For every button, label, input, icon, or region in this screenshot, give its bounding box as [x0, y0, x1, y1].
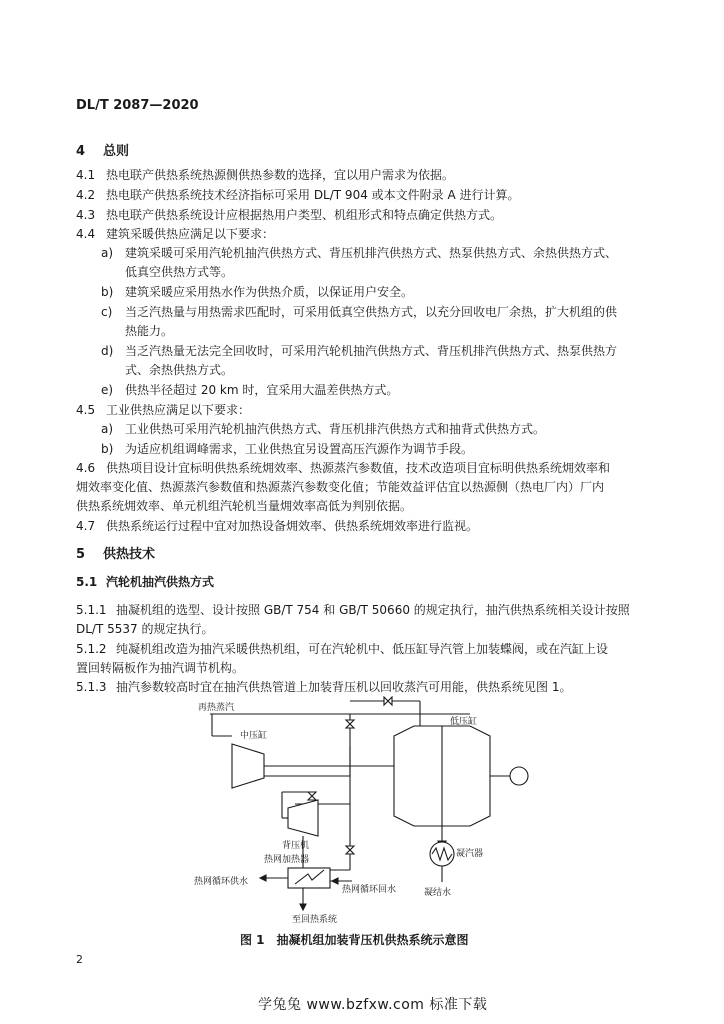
- list-item-d-cont: 式、余热供热方式。: [125, 363, 234, 377]
- clause-number: 4.1: [76, 168, 96, 182]
- clause-number: 5.1.1: [76, 603, 107, 617]
- clause-text: 纯凝机组改造为抽汽采暖供热机组，可在汽轮机中、低压缸导汽管上加装蝶阀，或在汽缸上设: [116, 642, 609, 656]
- lp-valve: [384, 697, 392, 705]
- list-label: c): [101, 305, 113, 319]
- list-label: b): [101, 442, 114, 456]
- clause-4-3: [76, 207, 502, 223]
- return-valve: [346, 846, 354, 854]
- list-label: b): [101, 285, 114, 299]
- list-item-a-cont: 低真空供热方式等。: [125, 265, 234, 279]
- clause-text: 热电联产供热系统设计应根据热用户类型、机组形式和特点确定供热方式。: [106, 208, 503, 222]
- clause-5-1-1: [76, 602, 630, 618]
- section-number: 4: [76, 144, 86, 159]
- clause-4-7: [76, 518, 478, 534]
- list-label: a): [101, 422, 114, 436]
- reheat-steam-label: 再热蒸汽: [198, 703, 235, 713]
- clause-4-2: [76, 187, 520, 203]
- clause-5-1-2: [76, 641, 608, 657]
- section-title: 总则: [103, 144, 130, 159]
- clause-4-5: [76, 402, 250, 418]
- condensate-label: 凝结水: [424, 888, 452, 898]
- clause-number: 5.1.3: [76, 680, 107, 694]
- clause-number: 4.4: [76, 227, 96, 241]
- list45-item-a: [101, 421, 545, 437]
- heating-system-diagram: [180, 696, 540, 924]
- list-item-a: [101, 245, 617, 261]
- list-item-d: [101, 343, 617, 359]
- section-title: 汽轮机抽汽供热方式: [106, 575, 215, 589]
- clause-text: 热电联产供热系统热源侧供热参数的选择，宜以用户需求为依据。: [106, 168, 455, 182]
- section-number: 5: [76, 547, 86, 562]
- list-item-c-cont: 热能力。: [125, 324, 174, 338]
- section-number: 5.1: [76, 575, 98, 589]
- figure-caption: 图 1 抽凝机组加装背压机供热系统示意图: [240, 933, 469, 947]
- lp-cylinder-label: 低压缸: [450, 717, 478, 727]
- list45-item-b: [101, 441, 473, 457]
- clause-4-6: [76, 460, 610, 476]
- list-text: 建筑采暖应采用热水作为供热介质，以保证用户安全。: [125, 285, 414, 299]
- clause-number: 4.5: [76, 403, 96, 417]
- list-text: 供热半径超过 20 km 时，宜采用大温差供热方式。: [125, 383, 399, 397]
- heat-network-heater: [288, 868, 330, 888]
- back-pressure-label: 背压机: [282, 841, 310, 851]
- page-number: 2: [76, 953, 83, 966]
- list-text: 当乏汽热量无法完全回收时，可采用汽轮机抽汽供热方式、背压机排汽供热方式、热泵供热方: [125, 344, 618, 358]
- subsection-5-1-heading: [76, 573, 214, 590]
- clause-5-1-3: [76, 679, 571, 695]
- back-pressure-turbine: [288, 800, 318, 836]
- document-code: DL/T 2087—2020: [76, 98, 199, 113]
- ip-cylinder: [232, 744, 264, 788]
- return-label: 热网循环回水: [342, 885, 397, 895]
- clause-text: 抽凝机组的选型、设计按照 GB/T 754 和 GB/T 50660 的规定执行，抽汽供热系统相关设计按照: [116, 603, 630, 617]
- bp-inlet-valve: [308, 792, 316, 800]
- list-item-c: [101, 304, 617, 320]
- generator: [510, 767, 528, 785]
- clause-4-6-line-2: 㶲效率变化值、热源蒸汽参数值和热源蒸汽参数变化值；节能效益评估宜以热源侧（热电厂内）厂内: [76, 480, 605, 494]
- list-text: 当乏汽热量与用热需求匹配时，可采用低真空供热方式，以充分回收电厂余热，扩大机组的供: [125, 305, 618, 319]
- clause-5-1-2-line-2: 置回转隔板作为抽汽调节机构。: [76, 661, 245, 675]
- extraction-valve: [346, 720, 354, 728]
- section-title: 供热技术: [103, 547, 156, 562]
- clause-text: 供热系统运行过程中宜对加热设备㶲效率、供热系统㶲效率进行监视。: [106, 519, 479, 533]
- clause-text: 工业供热应满足以下要求：: [106, 403, 251, 417]
- list-label: a): [101, 246, 114, 260]
- clause-number: 5.1.2: [76, 642, 107, 656]
- clause-text: 建筑采暖供热应满足以下要求：: [106, 227, 275, 241]
- section-4-heading: [76, 140, 129, 159]
- clause-number: 4.7: [76, 519, 96, 533]
- heater-label: 热网加热器: [264, 855, 310, 865]
- list-text: 工业供热可采用汽轮机抽汽供热方式、背压机排汽供热方式和抽背式供热方式。: [125, 422, 546, 436]
- list-label: e): [101, 383, 114, 397]
- clause-number: 4.3: [76, 208, 96, 222]
- list-label: d): [101, 344, 114, 358]
- list-item-b: [101, 284, 413, 300]
- ip-cylinder-label: 中压缸: [240, 731, 268, 741]
- list-item-e: [101, 382, 398, 398]
- clause-4-4: [76, 226, 274, 242]
- supply-label: 热网循环供水: [194, 877, 249, 887]
- clause-number: 4.6: [76, 461, 96, 475]
- list-text: 建筑采暖可采用汽轮机抽汽供热方式、背压机排汽供热方式、热泵供热方式、余热供热方式、: [125, 246, 618, 260]
- clause-4-6-line-3: 供热系统㶲效率、单元机组汽轮机当量㶲效率高低为判别依据。: [76, 499, 413, 513]
- section-5-heading: [76, 543, 155, 562]
- clause-5-1-1-line-2: DL/T 5537 的规定执行。: [76, 622, 214, 636]
- condenser-label: 凝汽器: [456, 849, 484, 859]
- clause-4-1: [76, 167, 454, 183]
- to-system-label: 至回热系统: [292, 915, 338, 924]
- clause-text: 供热项目设计宜标明供热系统㶲效率、热源蒸汽参数值，技术改造项目宜标明供热系统㶲效率和: [106, 461, 611, 475]
- list-text: 为适应机组调峰需求，工业供热宜另设置高压汽源作为调节手段。: [125, 442, 474, 456]
- watermark-footer: 学兔兔 www.bzfxw.com 标准下载: [258, 997, 488, 1013]
- clause-number: 4.2: [76, 188, 96, 202]
- clause-text: 热电联产供热系统技术经济指标可采用 DL/T 904 或本文件附录 A 进行计算。: [106, 188, 520, 202]
- clause-text: 抽汽参数较高时宜在抽汽供热管道上加装背压机以回收蒸汽可用能，供热系统见图 1。: [116, 680, 572, 694]
